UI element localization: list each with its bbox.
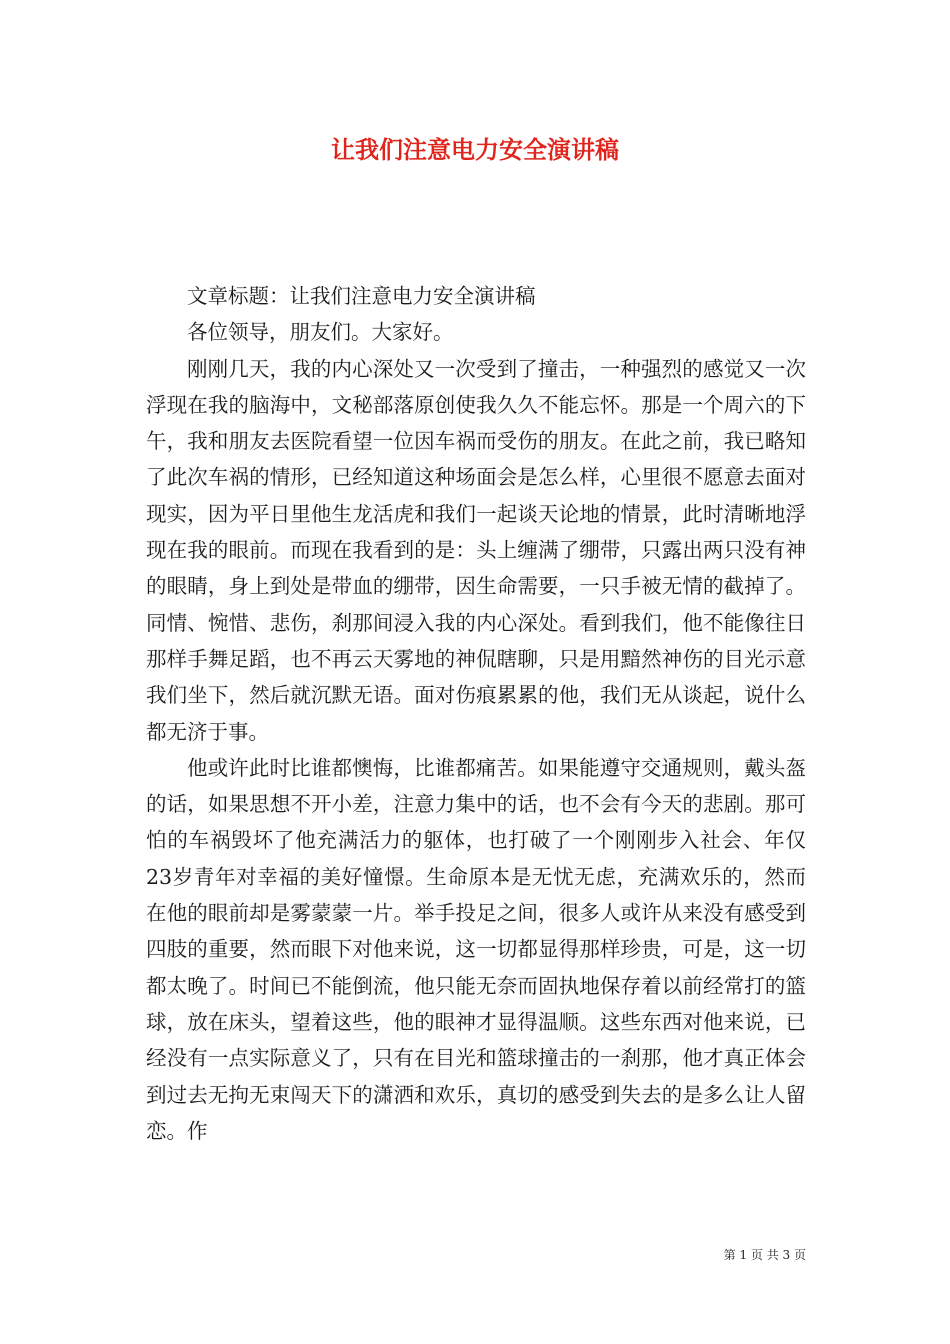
body-paragraph: 刚刚几天，我的内心深处又一次受到了撞击，一种强烈的感觉又一次浮现在我的脑海中，文秘部落原创使我久久不能忘怀。那是一个周六的下午，我和朋友去医院看望一位因车祸而受伤的朋友。在此之前，我已略知了此次车祸的情形，已经知道这种场面会是怎么样，心里很不愿意去面对现实，因为平日里他生龙活虎和我们一起谈天论地的情景，此时清晰地浮现在我的眼前。而现在我看到的是：头上缠满了绷带，只露出两只没有神的眼睛，身上到处是带血的绷带，因生命需要，一只手被无情的截掉了。同情、惋惜、悲伤，刹那间浸入我的内心深处。看到我们，他不能像往日那样手舞足蹈，也不再云天雾地的神侃瞎聊，只是用黯然神伤的目光示意我们坐下，然后就沉默无语。面对伤痕累累的他，我们无从谈起，说什么都无济于事。	[146, 356, 806, 744]
document-body	[146, 278, 806, 1149]
body-paragraph: 他或许此时比谁都懊悔，比谁都痛苦。如果能遵守交通规则，戴头盔的话，如果思想不开小差，注意力集中的话，也不会有今天的悲剧。那可怕的车祸毁坏了他充满活力的躯体，也打破了一个刚刚步入社会、年仅23岁青年对幸福的美好憧憬。生命原本是无忧无虑，充满欢乐的，然而在他的眼前却是雾蒙蒙一片。举手投足之间，很多人或许从来没有感受到四肢的重要，然而眼下对他来说，这一切都显得那样珍贵，可是，这一切都太晚了。时间已不能倒流，他只能无奈而固执地保存着以前经常打的篮球，放在床头，望着这些，他的眼神才显得温顺。这些东西对他来说，已经没有一点实际意义了，只有在目光和篮球撞击的一刹那，他才真正体会到过去无拘无束闯天下的潇洒和欢乐，真切的感受到失去的是多么让人留恋。作	[146, 755, 806, 1143]
article-title-line: 文章标题：让我们注意电力安全演讲稿	[187, 284, 536, 308]
document-title: 让我们注意电力安全演讲稿	[331, 135, 619, 164]
greeting-paragraph: 各位领导，朋友们。大家好。	[187, 320, 454, 345]
page-number-footer: 第 1 页 共 3 页	[723, 1248, 806, 1262]
